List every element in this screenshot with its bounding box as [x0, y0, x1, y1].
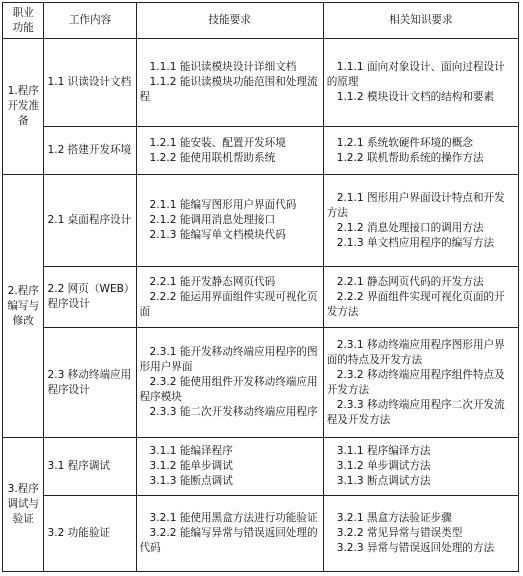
skills-cell: [136, 496, 323, 572]
knowledge-item: 3.1.2 单步调试方法: [336, 460, 431, 472]
header-content: 工作内容: [44, 3, 136, 39]
knowledge-item: 2.3.2 移动终端应用程序组件特点及开发方法: [326, 368, 505, 396]
skills-cell: [136, 267, 323, 328]
knowledge-cell: [323, 438, 518, 496]
knowledge-item: 3.1.1 程序编译方法: [336, 445, 431, 457]
skill-item: 3.2.2 能编写异常与错误返回处理的代码: [139, 527, 318, 554]
content-cell: 2.1 桌面程序设计: [44, 175, 136, 267]
table-row: [3, 328, 519, 438]
knowledge-item: 2.2.1 静态网页代码的开发方法: [336, 275, 484, 288]
function-cell: 3.程序调试与验证: [3, 438, 44, 572]
knowledge-item: 3.2.2 常见异常与错误类型: [336, 527, 463, 539]
header-knowledge: 相关知识要求: [323, 3, 518, 39]
skill-item: 1.2.1 能安装、配置开发环境: [149, 136, 286, 149]
table-header-row: [3, 3, 519, 39]
skill-item: 1.1.1 能识读模块设计详细文档: [149, 61, 297, 73]
header-function-text: 职业 功能: [12, 6, 34, 34]
table-row: [3, 175, 519, 267]
knowledge-item: 2.2.2 界面组件实现可视化页面的开发方法: [326, 290, 505, 318]
skills-requirements-table: [2, 2, 519, 572]
skill-item: 1.1.2 能识读模块功能范围和处理流程: [139, 76, 318, 103]
skill-item: 2.3.1 能开发移动终端应用程序的图形用户界面: [139, 346, 318, 373]
skill-item: 2.1.1 能编写图形用户界面代码: [149, 199, 297, 211]
knowledge-cell: [323, 496, 518, 572]
knowledge-item: 3.2.1 黑盒方法验证步骤: [336, 512, 452, 524]
header-skills: 技能要求: [136, 3, 323, 39]
knowledge-item: 2.3.3 移动终端应用程序二次开发流程及开发方法: [326, 398, 505, 426]
knowledge-cell: [323, 175, 518, 267]
knowledge-item: 1.2.2 联机帮助系统的操作方法: [336, 151, 484, 164]
table-row: [3, 496, 519, 572]
function-cell: 1.程序开发准备: [3, 39, 44, 175]
skill-item: 2.3.2 能使用组件开发移动终端应用程序模块: [139, 376, 318, 403]
knowledge-cell: [323, 39, 518, 127]
content-cell: 2.3 移动终端应用程序设计: [44, 328, 136, 438]
skills-cell: [136, 328, 323, 438]
skill-item: 2.2.2 能运用界面组件实现可视化页面: [139, 290, 318, 318]
skill-item: 3.1.2 能单步调试: [149, 460, 233, 472]
knowledge-item: 3.2.3 异常与错误返回处理的方法: [336, 542, 495, 554]
skill-item: 1.2.2 能使用联机帮助系统: [149, 151, 276, 164]
header-function: [3, 3, 44, 39]
knowledge-item: 2.3.1 移动终端应用程序图形用户界面的特点及开发方法: [326, 338, 505, 366]
content-cell: 2.2 网页（WEB）程序设计: [44, 267, 136, 328]
knowledge-item: 1.1.2 模块设计文档的结构和要素: [336, 91, 495, 103]
knowledge-item: 3.1.3 断点调试方法: [336, 475, 431, 487]
skill-item: 2.3.3 能二次开发移动终端应用程序: [149, 406, 318, 418]
knowledge-item: 2.1.3 单文档应用程序的编写方法: [336, 236, 495, 249]
skill-item: 2.1.3 能编写单文档模块代码: [149, 229, 286, 241]
table-row: [3, 267, 519, 328]
skill-item: 2.2.1 能开发静态网页代码: [149, 275, 276, 288]
table-row: [3, 127, 519, 175]
skill-item: 2.1.2 能调用消息处理接口: [149, 214, 276, 226]
knowledge-item: 2.1.2 消息处理接口的调用方法: [336, 221, 484, 234]
skill-item: 3.1.1 能编译程序: [149, 445, 233, 457]
content-cell: 3.2 功能验证: [44, 496, 136, 572]
content-cell: 1.1 识读设计文档: [44, 39, 136, 127]
table-body: [3, 39, 519, 572]
content-cell: 3.1 程序调试: [44, 438, 136, 496]
function-cell: 2.程序编写与修改: [3, 175, 44, 438]
content-cell: 1.2 搭建开发环境: [44, 127, 136, 175]
skills-cell: [136, 438, 323, 496]
knowledge-cell: [323, 328, 518, 438]
skills-cell: [136, 175, 323, 267]
knowledge-cell: [323, 267, 518, 328]
table-row: [3, 39, 519, 127]
skills-cell: [136, 39, 323, 127]
knowledge-item: 1.1.1 面向对象设计、面向过程设计的原理: [326, 61, 505, 88]
table-row: [3, 438, 519, 496]
skill-item: 3.1.3 能断点调试: [149, 475, 233, 487]
knowledge-cell: [323, 127, 518, 175]
knowledge-item: 2.1.1 图形用户界面设计特点和开发方法: [326, 191, 505, 219]
skills-cell: [136, 127, 323, 175]
skill-item: 3.2.1 能使用黑盒方法进行功能验证: [149, 512, 318, 524]
knowledge-item: 1.2.1 系统软硬件环境的概念: [336, 136, 473, 149]
